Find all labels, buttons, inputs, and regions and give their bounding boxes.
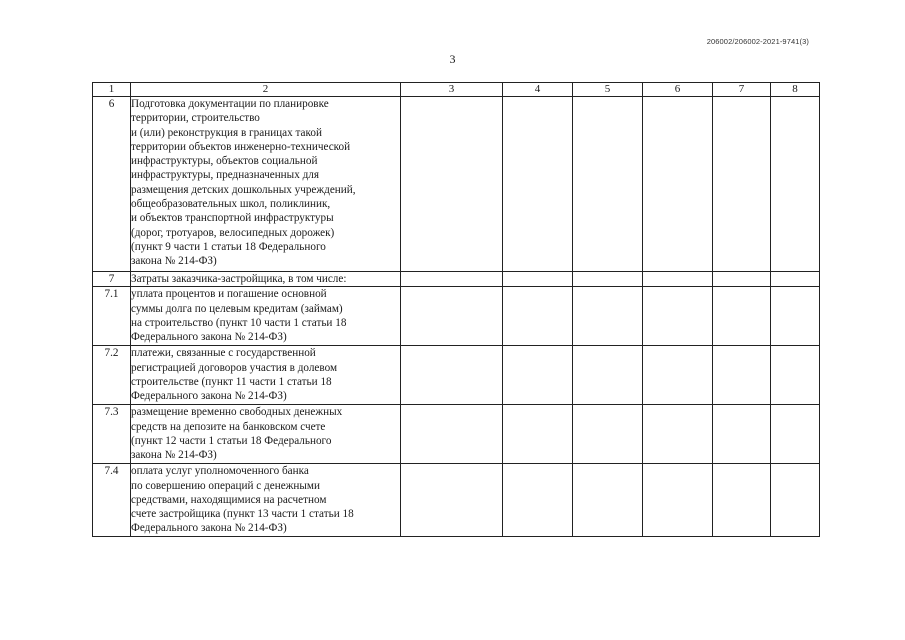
- cell-empty: [713, 464, 771, 537]
- table-row: [93, 405, 820, 464]
- column-header-8: 8: [771, 83, 820, 97]
- cell-empty: [503, 97, 573, 272]
- row-number: 7.4: [93, 464, 131, 537]
- cell-empty: [573, 405, 643, 464]
- cell-empty: [643, 272, 713, 287]
- table-header-row: [93, 83, 820, 97]
- table-row: [93, 287, 820, 346]
- cell-empty: [713, 287, 771, 346]
- cell-empty: [573, 272, 643, 287]
- row-number: 7.2: [93, 346, 131, 405]
- document-id: 206002/206002-2021-9741(3): [706, 37, 809, 46]
- table-row: [93, 97, 820, 272]
- column-header-4: 4: [503, 83, 573, 97]
- cell-empty: [503, 272, 573, 287]
- row-number: 7.1: [93, 287, 131, 346]
- row-number: 7: [93, 272, 131, 287]
- cell-empty: [573, 287, 643, 346]
- cell-empty: [401, 97, 503, 272]
- row-description: Затраты заказчика-застройщика, в том числе:: [131, 272, 401, 287]
- cell-empty: [771, 346, 820, 405]
- cell-empty: [713, 405, 771, 464]
- cell-empty: [503, 464, 573, 537]
- cell-empty: [573, 464, 643, 537]
- row-description: уплата процентов и погашение основной суммы долга по целевым кредитам (займам) на строительство (пункт 10 части 1 статьи 18 Федерального закона № 214-ФЗ): [131, 287, 401, 346]
- column-header-1: 1: [93, 83, 131, 97]
- cell-empty: [643, 346, 713, 405]
- row-number: 6: [93, 97, 131, 272]
- cell-empty: [771, 272, 820, 287]
- cell-empty: [401, 272, 503, 287]
- table-row: [93, 464, 820, 537]
- cell-empty: [401, 464, 503, 537]
- budget-table: [92, 82, 820, 537]
- column-header-2: 2: [131, 83, 401, 97]
- cell-empty: [713, 346, 771, 405]
- row-number: 7.3: [93, 405, 131, 464]
- cell-empty: [503, 405, 573, 464]
- cell-empty: [401, 287, 503, 346]
- cell-empty: [643, 287, 713, 346]
- column-header-6: 6: [643, 83, 713, 97]
- cell-empty: [713, 97, 771, 272]
- table-row: [93, 346, 820, 405]
- cell-empty: [643, 97, 713, 272]
- cell-empty: [401, 405, 503, 464]
- page-number: 3: [449, 52, 456, 66]
- cell-empty: [771, 405, 820, 464]
- row-description: платежи, связанные с государственной регистрацией договоров участия в долевом строительстве (пункт 11 части 1 статьи 18 Федерального закона № 214-ФЗ): [131, 346, 401, 405]
- row-description: размещение временно свободных денежных средств на депозите на банковском счете (пункт 12 части 1 статьи 18 Федерального закона № 214-ФЗ): [131, 405, 401, 464]
- cell-empty: [503, 346, 573, 405]
- cell-empty: [573, 97, 643, 272]
- column-header-3: 3: [401, 83, 503, 97]
- cell-empty: [573, 346, 643, 405]
- column-header-7: 7: [713, 83, 771, 97]
- cell-empty: [771, 97, 820, 272]
- cell-empty: [401, 346, 503, 405]
- column-header-5: 5: [573, 83, 643, 97]
- row-description: оплата услуг уполномоченного банка по совершению операций с денежными средствами, находящимися на расчетном счете застройщика (пункт 13 части 1 статьи 18 Федерального закона № 214-ФЗ): [131, 464, 401, 537]
- cell-empty: [643, 405, 713, 464]
- cell-empty: [771, 464, 820, 537]
- cell-empty: [503, 287, 573, 346]
- row-description: Подготовка документации по планировке территории, строительство и (или) реконструкция в границах такой территории объектов инженерно-технической инфраструктуры, объектов социальной инфраструктуры, предназначенных для размещения детских дошкольных учреждений, общеобразовательных школ, поликлиник, и объектов транспортной инфраструктуры (дорог, тротуаров, велосипедных дорожек) (пункт 9 части 1 статьи 18 Федерального закона № 214-ФЗ): [131, 97, 401, 272]
- cell-empty: [771, 287, 820, 346]
- table-row: [93, 272, 820, 287]
- cell-empty: [643, 464, 713, 537]
- cell-empty: [713, 272, 771, 287]
